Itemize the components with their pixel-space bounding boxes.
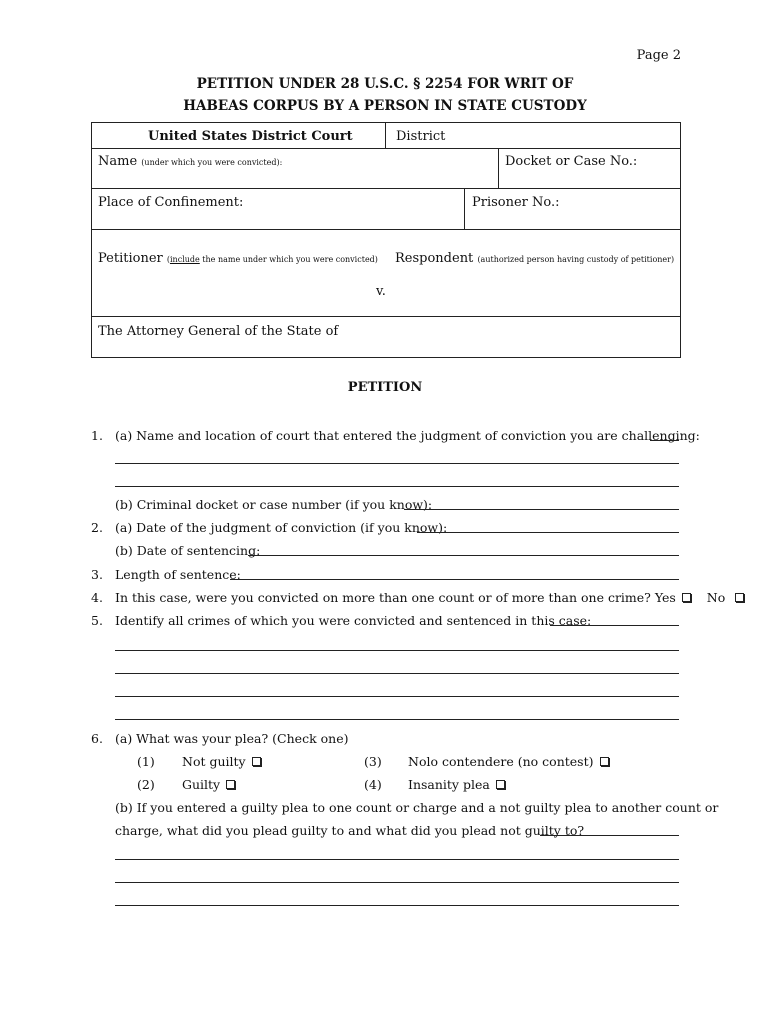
question-3: Length of sentence: (115, 567, 241, 582)
versus-label: v. (376, 284, 386, 299)
answer-line-6b-3[interactable] (115, 882, 679, 883)
caption-divider (498, 148, 499, 188)
question-6-number: 6. (91, 731, 103, 746)
question-4-number: 4. (91, 590, 103, 605)
caption-rule (92, 188, 680, 189)
guilty-checkbox[interactable] (226, 780, 235, 789)
no-checkbox[interactable] (735, 593, 744, 602)
question-3-number: 3. (91, 567, 103, 582)
plea-option-nolo (408, 754, 609, 769)
form-title-line-1: PETITION UNDER 28 U.S.C. § 2254 FOR WRIT OF (196, 76, 574, 92)
no-label: No (706, 590, 726, 605)
answer-line-1a[interactable] (650, 440, 679, 441)
question-5-number: 5. (91, 613, 103, 628)
answer-line-5[interactable] (550, 625, 679, 626)
plea-option-3-number: (3) (364, 754, 382, 769)
petitioner-note: (include the name under which you were convicted) (166, 255, 378, 264)
respondent-field[interactable] (395, 251, 674, 266)
prisoner-number-field[interactable]: Prisoner No.: (472, 195, 560, 210)
district-field[interactable]: District (396, 129, 446, 144)
insanity-plea-checkbox[interactable] (496, 780, 505, 789)
confinement-field[interactable]: Place of Confinement: (98, 195, 244, 210)
plea-option-insanity (408, 777, 505, 792)
caption-rule (92, 229, 680, 230)
caption-rule (92, 148, 680, 149)
form-title-line-2: HABEAS CORPUS BY A PERSON IN STATE CUSTODY (183, 98, 587, 114)
name-note: (under which you were convicted): (141, 158, 283, 167)
plea-option-label: Guilty (182, 777, 221, 792)
question-5: Identify all crimes of which you were convicted and sentenced in this case: (115, 613, 592, 628)
plea-option-label: Not guilty (182, 754, 246, 769)
court-label: United States District Court (148, 129, 353, 144)
plea-option-guilty (182, 777, 235, 792)
yes-checkbox[interactable] (682, 593, 691, 602)
page-number: Page 2 (636, 48, 681, 63)
nolo-contendere-checkbox[interactable] (600, 757, 609, 766)
plea-option-label: Nolo contendere (no contest) (408, 754, 594, 769)
question-6b-line-2: charge, what did you plead guilty to and what did you plead not guilty to? (115, 823, 585, 838)
answer-line-6b-4[interactable] (115, 905, 679, 906)
answer-line-2a[interactable] (417, 532, 679, 533)
answer-line-1a-2[interactable] (115, 463, 679, 464)
question-1b: (b) Criminal docket or case number (if you know): (115, 497, 433, 512)
question-4 (115, 590, 744, 605)
answer-line-2b[interactable] (248, 555, 679, 556)
plea-option-label: Insanity plea (408, 777, 490, 792)
caption-box (91, 122, 681, 358)
answer-line-5-5[interactable] (115, 719, 679, 720)
petitioner-field[interactable] (98, 251, 378, 266)
answer-line-6b[interactable] (540, 835, 679, 836)
section-title: PETITION (347, 380, 423, 395)
plea-option-not-guilty (182, 754, 261, 769)
plea-option-2-number: (2) (137, 777, 155, 792)
not-guilty-checkbox[interactable] (252, 757, 261, 766)
caption-divider (385, 123, 386, 148)
answer-line-3[interactable] (230, 579, 679, 580)
question-6a: (a) What was your plea? (Check one) (115, 731, 349, 746)
yes-label: Yes (654, 590, 676, 605)
question-1-number: 1. (91, 428, 103, 443)
question-2a: (a) Date of the judgment of conviction (if you know): (115, 520, 448, 535)
plea-option-1-number: (1) (137, 754, 155, 769)
answer-line-6b-2[interactable] (115, 859, 679, 860)
question-2-number: 2. (91, 520, 103, 535)
docket-field[interactable]: Docket or Case No.: (505, 154, 638, 169)
respondent-note: (authorized person having custody of petitioner) (477, 255, 675, 264)
answer-line-5-2[interactable] (115, 650, 679, 651)
answer-line-1a-3[interactable] (115, 486, 679, 487)
respondent-label: Respondent (395, 251, 474, 266)
question-6b-line-1: (b) If you entered a guilty plea to one count or charge and a not guilty plea to another count or (115, 800, 719, 815)
name-label: Name (98, 154, 138, 169)
question-4-text: In this case, were you convicted on more than one count or of more than one crime? (115, 590, 651, 605)
attorney-general-field[interactable]: The Attorney General of the State of (98, 324, 339, 339)
question-1a: (a) Name and location of court that entered the judgment of conviction you are challenging: (115, 428, 700, 443)
caption-rule (92, 316, 680, 317)
petitioner-note-rest: the name under which you were convicted) (199, 255, 378, 264)
answer-line-5-3[interactable] (115, 673, 679, 674)
petitioner-label: Petitioner (98, 251, 163, 266)
caption-divider (464, 188, 465, 229)
question-2b: (b) Date of sentencing: (115, 543, 261, 558)
petitioner-note-underlined: include (170, 255, 200, 264)
answer-line-1b[interactable] (404, 509, 679, 510)
name-field[interactable] (98, 154, 282, 169)
plea-option-4-number: (4) (364, 777, 382, 792)
answer-line-5-4[interactable] (115, 696, 679, 697)
